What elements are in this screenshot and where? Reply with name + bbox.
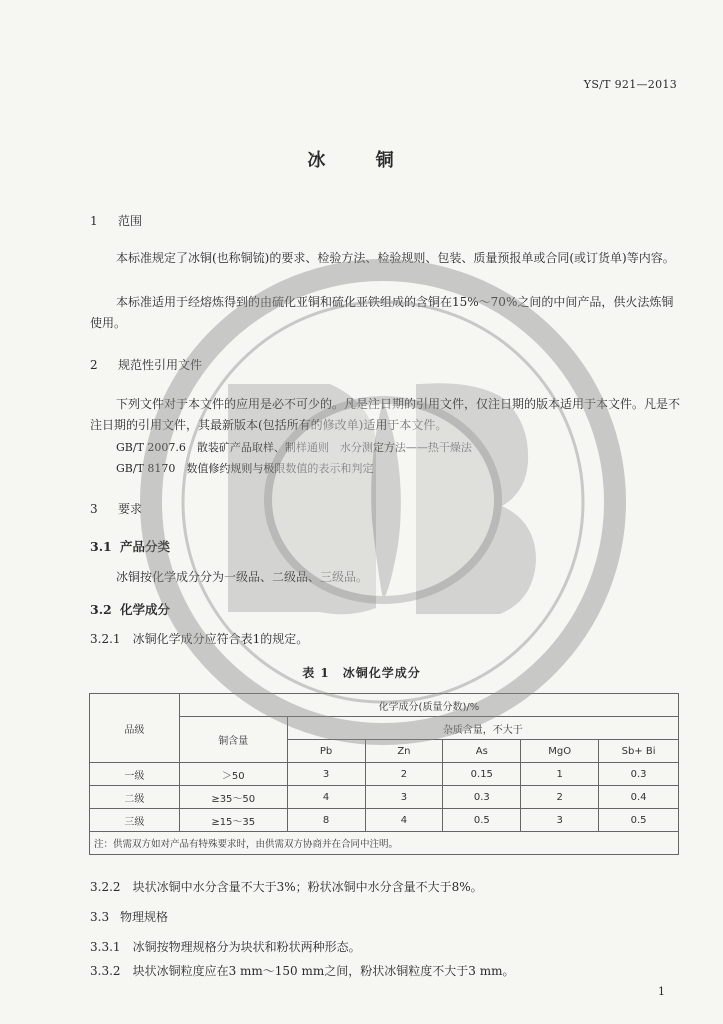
- header-copper-content: 铜含量: [179, 717, 287, 763]
- reference-gbt-2007-6: GB/T 2007.6 散装矿产品取样、制样通则 水分测定方法——热干燥法: [116, 441, 472, 454]
- section-3-2-1: 3.2.1 冰铜化学成分应符合表1的规定。: [90, 632, 309, 646]
- section-1-heading: 1 范围: [90, 214, 143, 228]
- section-3-2-2: 3.2.2 块状冰铜中水分含量不大于3%；粉状冰铜中水分含量不大于8%。: [90, 880, 483, 894]
- document-title: 冰 铜: [307, 150, 416, 171]
- section-1-para-2: 本标准适用于经熔炼得到的由硫化亚铜和硫化亚铁组成的含铜在15%～70%之间的中间产品，供火法炼铜使用。: [90, 295, 674, 330]
- table-row: 三级 ≥15～35 8 4 0.5 3 0.5: [90, 809, 679, 832]
- section-2-para-1: 下列文件对于本文件的应用是必不可少的。凡是注日期的引用文件，仅注日期的版本适用于本文件。凡是不注日期的引用文件，其最新版本(包括所有的修改单)适用于本文件。: [90, 397, 681, 432]
- standard-number: YS/T 921—2013: [583, 78, 677, 91]
- header-impurity: 杂质含量，不大于: [287, 717, 678, 740]
- section-3-1-text: 冰铜按化学成分分为一级品、二级品、三级品。: [116, 570, 369, 584]
- section-3-heading: 3 要求: [90, 502, 143, 516]
- chemical-composition-table: [89, 693, 679, 855]
- table-row: 一级 ＞50 3 2 0.15 1 0.3: [90, 763, 679, 786]
- header-as: As: [443, 740, 521, 763]
- section-3-3-1: 3.3.1 冰铜按物理规格分为块状和粉状两种形态。: [90, 940, 361, 954]
- section-3-1-heading: 3.1 产品分类: [90, 539, 171, 554]
- reference-gbt-8170: GB/T 8170 数值修约规则与极限数值的表示和判定: [116, 462, 374, 475]
- header-zn: Zn: [365, 740, 443, 763]
- table-row: 二级 ≥35～50 4 3 0.3 2 0.4: [90, 786, 679, 809]
- header-sb-bi: Sb+ Bi: [599, 740, 679, 763]
- table-note: 注：供需双方如对产品有特殊要求时，由供需双方协商并在合同中注明。: [90, 832, 679, 855]
- section-3-3-2: 3.3.2 块状冰铜粒度应在3 mm～150 mm之间，粉状冰铜粒度不大于3 mm。: [90, 964, 515, 978]
- header-pb: Pb: [287, 740, 365, 763]
- section-3-3-heading: 3.3 物理规格: [90, 910, 169, 924]
- header-grade: 品级: [90, 694, 180, 763]
- header-composition: 化学成分(质量分数)/%: [179, 694, 678, 717]
- table-1-caption: 表 1 冰铜化学成分: [302, 666, 421, 680]
- section-1-para-1: 本标准规定了冰铜(也称铜锍)的要求、检验方法、检验规则、包装、质量预报单或合同(或订货单)等内容。: [116, 251, 675, 265]
- page-number: 1: [658, 985, 665, 998]
- section-2-heading: 2 规范性引用文件: [90, 358, 203, 372]
- section-3-2-heading: 3.2 化学成分: [90, 602, 171, 617]
- header-mgo: MgO: [521, 740, 599, 763]
